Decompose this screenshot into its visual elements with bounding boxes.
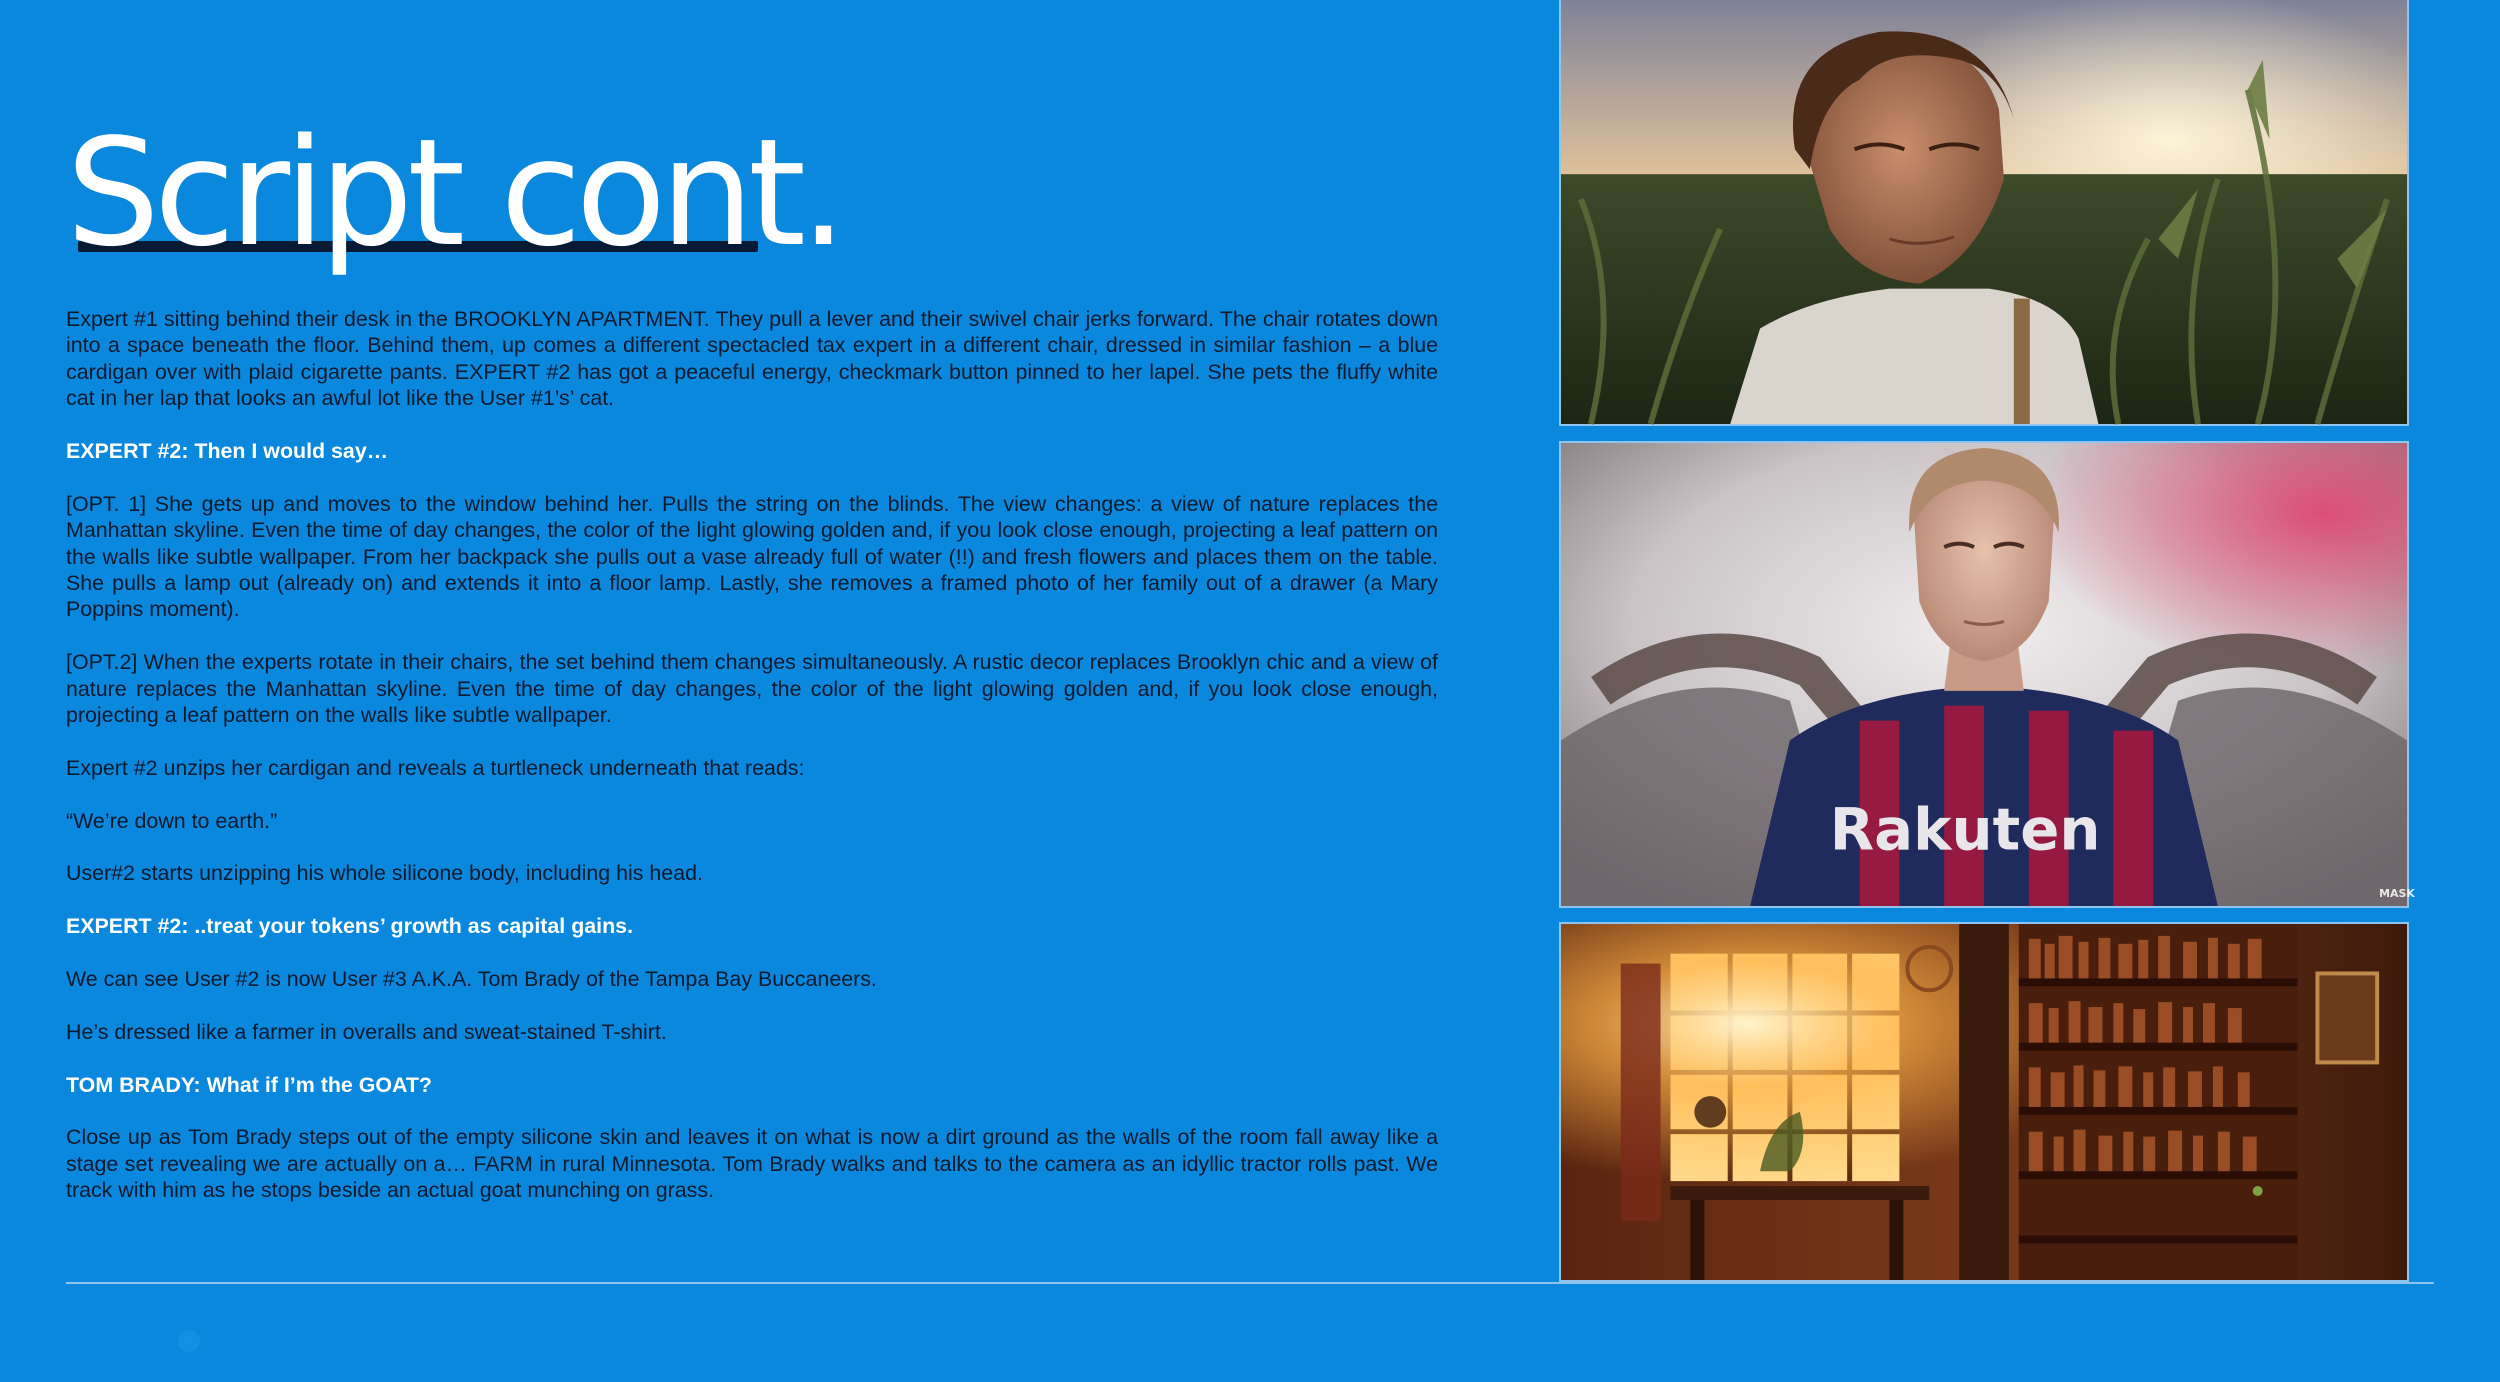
- footballer-illustration: [1561, 443, 2415, 906]
- script-paragraph-opt-1: [OPT. 1] She gets up and moves to the window behind her. Pulls the string on the blinds. The view changes: a view of nature replaces the Manhattan skyline. Even the time of day changes, the color of the light glowing golden and, if you look close enough, projecting a leaf pattern on the walls like subtle wallpaper. From her backpack she pulls out a vase already full of water (!!) and fresh flowers and places them on the table. She pulls a lamp out (already on) and extends it into a floor lamp. Lastly, she removes a framed photo of her family out of a drawer (a Mary Poppins moment).: [66, 491, 1438, 622]
- study-room-illustration: [1561, 924, 2407, 1280]
- footballer-image: [1559, 441, 2415, 908]
- page-marker: [178, 1330, 200, 1352]
- cornfield-illustration: [1561, 0, 2407, 424]
- script-paragraph-unzip: User#2 starts unzipping his whole silicone body, including his head.: [66, 861, 703, 886]
- dialogue-line-tokens: EXPERT #2: ..treat your tokens’ growth as capital gains.: [66, 914, 634, 939]
- bottom-divider: [66, 1282, 2434, 1284]
- turtleneck-quote: “We’re down to earth.”: [66, 808, 278, 833]
- script-paragraph-farmer: He’s dressed like a farmer in overalls and sweat-stained T-shirt.: [66, 1019, 667, 1044]
- title-block: [66, 107, 842, 279]
- dialogue-line-expert-2: EXPERT #2: Then I would say…: [66, 439, 389, 464]
- script-paragraph-closing: Close up as Tom Brady steps out of the empty silicone skin and leaves it on what is now a dirt ground as the walls of the room fall away like a stage set revealing we are actually on a… FARM in rural Minnesota. Tom Brady walks and talks to the camera as an idyllic tractor rolls past. We track with him as he stops beside an actual goat munching on grass.: [66, 1125, 1438, 1203]
- script-paragraph-opt-2: [OPT.2] When the experts rotate in their chairs, the set behind them changes simultaneously. A rustic decor replaces Brooklyn chic and a view of nature replaces the Manhattan skyline. Even the time of day changes, the color of the light glowing golden and, if you look close enough, projecting a leaf pattern on the walls like subtle wallpaper.: [66, 650, 1438, 728]
- script-paragraph-cardigan: Expert #2 unzips her cardigan and reveals a turtleneck underneath that reads:: [66, 755, 805, 780]
- script-paragraph-1: Expert #1 sitting behind their desk in the BROOKLYN APARTMENT. They pull a lever and their swivel chair jerks forward. The chair rotates down into a space beneath the floor. Behind them, up comes a different spectacled tax expert in a different chair, dressed in similar fashion – a blue cardigan over with plaid cigarette pants. EXPERT #2 has got a peaceful energy, checkmark button pinned to her lapel. She pets the fluffy white cat in her lap that looks an awful lot like the User #1’s’ cat.: [66, 307, 1438, 411]
- study-room-image: [1559, 922, 2409, 1282]
- jersey-logo-text: Rakuten: [1829, 796, 2101, 864]
- dialogue-line-tom-brady: TOM BRADY: What if I’m the GOAT?: [66, 1072, 432, 1097]
- script-body: [66, 306, 1438, 1230]
- watermark-text: MASK: [2379, 887, 2415, 901]
- script-paragraph-reveal: We can see User #2 is now User #3 A.K.A. Tom Brady of the Tampa Bay Buccaneers.: [66, 967, 877, 992]
- cornfield-image: [1559, 0, 2409, 426]
- page-title: Script cont.: [66, 107, 842, 279]
